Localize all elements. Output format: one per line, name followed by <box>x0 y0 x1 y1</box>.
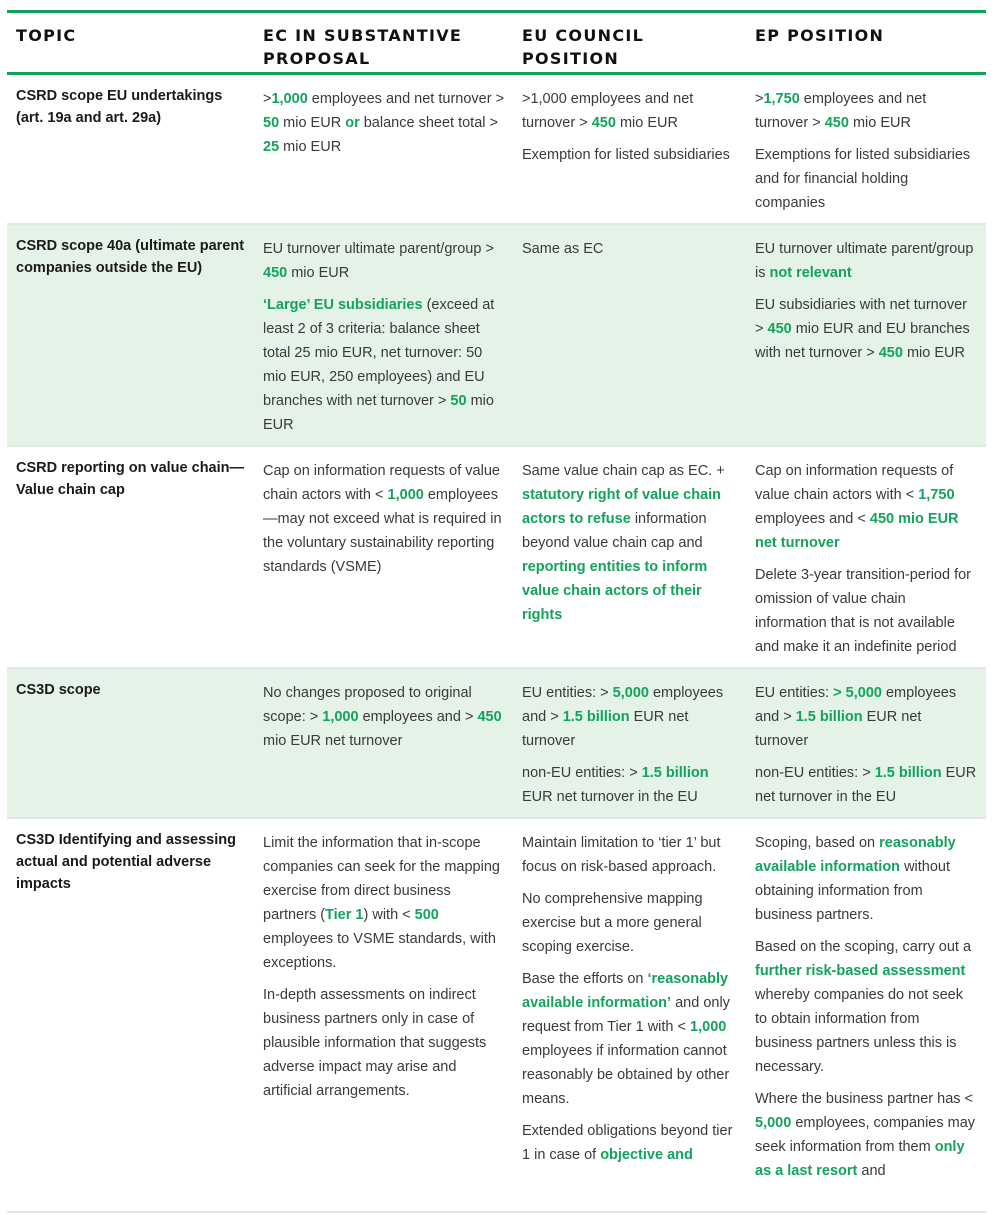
body-text: In-depth assessments on indirect business partners only in case of plausible information that suggests adverse impact may arise and artificial arrangements. <box>263 987 487 1099</box>
highlight-text: 450 <box>878 345 903 361</box>
council-cell <box>513 446 746 668</box>
cell-paragraph <box>522 967 738 1111</box>
body-text: employees and > <box>358 709 478 725</box>
body-text: employees if information cannot reasonably be obtained by other means. <box>522 1043 730 1107</box>
body-text: mio EUR <box>615 115 678 131</box>
body-text: employees, companies may seek information from them <box>755 1115 976 1155</box>
cell-paragraph <box>263 237 505 285</box>
highlight-text: 450 <box>824 115 849 131</box>
body-text: Same as EC <box>522 241 604 257</box>
highlight-text: 1,750 <box>918 487 955 503</box>
body-text: ) with < <box>363 907 415 923</box>
highlight-text: 1.5 billion <box>795 709 863 725</box>
body-text: employees and > <box>755 685 957 725</box>
cell-paragraph <box>263 831 505 975</box>
council-cell <box>513 74 746 225</box>
highlight-text: 450 <box>767 321 792 337</box>
highlight-text: 1,000 <box>690 1019 727 1035</box>
body-text: without obtaining information from business partners. <box>755 859 951 923</box>
body-text: mio EUR <box>848 115 911 131</box>
highlight-text: 25 <box>263 139 280 155</box>
body-text: balance sheet total > <box>359 115 498 131</box>
body-text: and <box>857 1163 886 1179</box>
ec-cell <box>254 74 513 225</box>
header-ec: EC IN SUBSTANTIVE PROPOSAL <box>263 26 463 68</box>
body-text: Base the efforts on <box>522 971 648 987</box>
body-text: mio EUR net turnover <box>263 733 403 749</box>
body-text: non-EU entities: > <box>755 765 875 781</box>
ep-cell <box>746 74 986 225</box>
table-row <box>7 224 986 446</box>
highlight-text: 450 <box>263 265 288 281</box>
body-text: mio EUR and EU branches with net turnover > <box>755 321 970 361</box>
body-text: employees and > <box>522 685 724 725</box>
body-text: Scoping, based on <box>755 835 880 851</box>
body-text: non-EU entities: > <box>522 765 642 781</box>
highlight-text: statutory right of value chain actors to refuse <box>522 487 721 527</box>
highlight-text: 1.5 billion <box>562 709 630 725</box>
header-ep: EP POSITION <box>755 26 885 45</box>
council-cell <box>513 224 746 446</box>
body-text: Delete 3-year transition-period for omission of value chain information that is not available and make it an indefinite period <box>755 567 971 655</box>
highlight-text: 5,000 <box>755 1115 792 1131</box>
body-text: (exceed at least 2 of 3 criteria: balance sheet total 25 mio EUR, net turnover: 50 mio EUR, 250 employees) and EU branches with net turnover > <box>263 297 495 409</box>
highlight-text: 450 mio EUR net turnover <box>755 511 959 551</box>
ep-cell <box>746 818 986 1212</box>
cell-paragraph <box>755 935 978 1079</box>
table-row <box>7 74 986 225</box>
topic-cell: CSRD scope 40a (ultimate parent companies outside the EU) <box>7 224 254 446</box>
highlight-text: only as a last resort <box>755 1139 965 1179</box>
body-text: Where the business partner has < <box>755 1091 974 1107</box>
body-text: Same value chain cap as EC. + <box>522 463 725 479</box>
highlight-text: reporting entities to inform value chain actors of their rights <box>522 559 708 623</box>
body-text: employees and net turnover > <box>755 91 927 131</box>
body-text: Cap on information requests of value chain actors with < <box>263 463 500 503</box>
topic-cell: CSRD scope EU undertakings (art. 19a and art. 29a) <box>16 88 223 126</box>
body-text: employees and < <box>755 511 870 527</box>
cell-paragraph <box>263 87 505 159</box>
body-text: Exemptions for listed subsidiaries and for financial holding companies <box>755 147 971 211</box>
cell-paragraph <box>755 237 978 285</box>
body-text: EUR net turnover <box>755 709 922 749</box>
cell-paragraph <box>522 87 738 135</box>
cell-paragraph <box>263 983 505 1103</box>
cell-paragraph <box>522 143 738 167</box>
cell-paragraph <box>263 459 505 579</box>
cell-paragraph <box>755 681 978 753</box>
ec-cell <box>254 224 513 446</box>
body-text: Exemption for listed subsidiaries <box>522 147 730 163</box>
highlight-text: Tier 1 <box>325 907 364 923</box>
body-text: and only request from Tier 1 with < <box>522 995 730 1035</box>
body-text: mio EUR <box>279 115 346 131</box>
cell-paragraph <box>522 831 738 879</box>
topic-cell: CS3D scope <box>7 668 254 818</box>
body-text: EU entities: > <box>522 685 613 701</box>
highlight-text: 1.5 billion <box>641 765 709 781</box>
cell-paragraph <box>263 293 505 437</box>
body-text: employees to VSME standards, with exceptions. <box>263 931 496 971</box>
body-text: mio EUR <box>902 345 965 361</box>
ec-cell <box>254 446 513 668</box>
body-text: > <box>263 91 272 107</box>
comparison-table-frame <box>7 10 986 1213</box>
body-text: whereby companies do not seek to obtain information from business partners unless this is necessary. <box>755 987 963 1075</box>
body-text: No changes proposed to original scope: > <box>263 685 472 725</box>
highlight-text: 1,000 <box>322 709 359 725</box>
body-text: mio EUR <box>263 393 494 433</box>
highlight-text: reasonably available information <box>755 835 956 875</box>
header-row <box>7 13 986 74</box>
body-text: >1,000 employees and net turnover > <box>522 91 694 131</box>
body-text: Based on the scoping, carry out a <box>755 939 972 955</box>
body-text: EU subsidiaries with net turnover > <box>755 297 967 337</box>
table-row <box>7 668 986 818</box>
body-text: employees—may not exceed what is required in the voluntary sustainability reporting standards (VSME) <box>263 487 502 575</box>
highlight-text: 450 <box>477 709 502 725</box>
body-text: Limit the information that in-scope companies can seek for the mapping exercise from direct business partners ( <box>263 835 500 923</box>
cell-paragraph <box>755 293 978 365</box>
body-text: Maintain limitation to ‘tier 1’ but focus on risk-based approach. <box>522 835 721 875</box>
highlight-text: 5,000 <box>612 685 649 701</box>
cell-paragraph <box>755 761 978 809</box>
cell-paragraph <box>522 887 738 959</box>
highlight-text: or <box>345 115 360 131</box>
ec-cell <box>254 668 513 818</box>
body-text: EU entities: <box>755 685 834 701</box>
body-text: mio EUR <box>279 139 342 155</box>
cell-paragraph <box>755 143 978 215</box>
cell-paragraph <box>755 831 978 927</box>
header-topic: TOPIC <box>16 26 77 45</box>
table-row <box>7 446 986 668</box>
body-text: EU turnover ultimate parent/group > <box>263 241 494 257</box>
body-text: No comprehensive mapping exercise but a more general scoping exercise. <box>522 891 703 955</box>
ep-cell <box>746 668 986 818</box>
body-text: EU turnover ultimate parent/group is <box>755 241 974 281</box>
ec-cell <box>254 818 513 1212</box>
body-text: EUR net turnover in the EU <box>522 789 698 805</box>
highlight-text: further risk-based assessment <box>755 963 966 979</box>
body-text: EUR net turnover in the EU <box>755 765 977 805</box>
cell-paragraph <box>522 459 738 627</box>
cell-paragraph <box>522 681 738 753</box>
highlight-text: > 5,000 <box>833 685 882 701</box>
cell-paragraph <box>755 459 978 555</box>
highlight-text: objective and <box>600 1147 693 1163</box>
council-cell <box>513 668 746 818</box>
body-text: employees and net turnover > <box>307 91 505 107</box>
topic-cell: CS3D Identifying and assessing actual and potential adverse impacts <box>16 832 236 892</box>
body-text: Cap on information requests of value chain actors with < <box>755 463 954 503</box>
topic-cell: CSRD reporting on value chain—Value chain cap <box>16 460 244 498</box>
ep-cell <box>746 224 986 446</box>
cell-paragraph <box>522 1119 738 1167</box>
highlight-text: 1.5 billion <box>874 765 942 781</box>
body-text: > <box>755 91 764 107</box>
comparison-table <box>7 13 986 1213</box>
cell-paragraph <box>755 563 978 659</box>
highlight-text: 1,000 <box>271 91 308 107</box>
highlight-text: not relevant <box>769 265 852 281</box>
body-text: mio EUR <box>287 265 350 281</box>
cell-paragraph <box>263 681 505 753</box>
highlight-text: 1,000 <box>387 487 424 503</box>
highlight-text: ‘reasonably available information’ <box>522 971 729 1011</box>
highlight-text: 1,750 <box>763 91 800 107</box>
cell-paragraph <box>755 87 978 135</box>
body-text: Extended obligations beyond tier 1 in case of <box>522 1123 733 1163</box>
body-text: EUR net turnover <box>522 709 689 749</box>
highlight-text: 500 <box>414 907 439 923</box>
council-cell <box>513 818 746 1212</box>
table-row <box>7 818 986 1212</box>
header-council: EU COUNCIL POSITION <box>522 26 645 68</box>
cell-paragraph <box>755 1087 978 1183</box>
highlight-text: 50 <box>263 115 280 131</box>
ep-cell <box>746 446 986 668</box>
cell-paragraph <box>522 761 738 809</box>
cell-paragraph <box>522 237 738 261</box>
highlight-text: 450 <box>591 115 616 131</box>
body-text: information beyond value chain cap and <box>522 511 707 551</box>
highlight-text: 50 <box>450 393 467 409</box>
highlight-text: ‘Large’ EU subsidiaries <box>263 297 423 313</box>
